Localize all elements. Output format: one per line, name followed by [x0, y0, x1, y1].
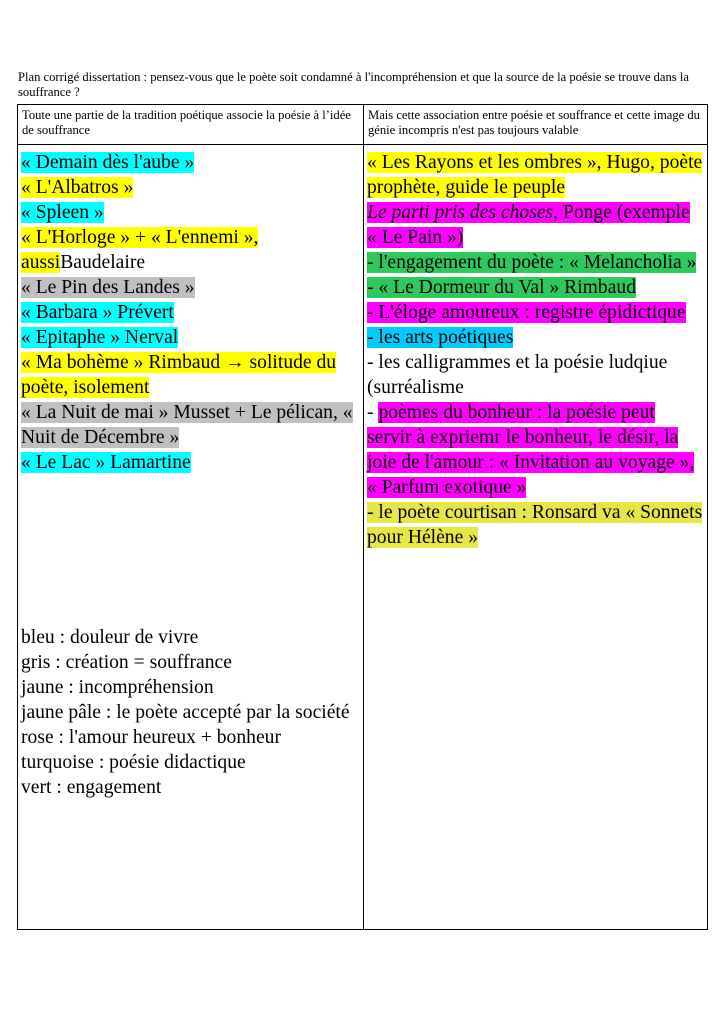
- list-item: - les calligrammes et la poésie ludqiue (surréalisme: [367, 352, 668, 398]
- table-body-row: [18, 145, 708, 930]
- dissertation-table: [17, 104, 708, 930]
- legend-item: jaune pâle : le poète accepté par la société: [21, 702, 350, 723]
- list-item: « Demain dès l'aube »: [21, 152, 195, 173]
- list-item: - « Le Dormeur du Val » Rimbaud: [367, 277, 637, 298]
- table-header-row: [18, 105, 708, 145]
- list-item: - L'éloge amoureux : registre épidictique: [367, 302, 686, 323]
- list-item: « Barbara » Prévert: [21, 302, 174, 323]
- list-item: « La Nuit de mai » Musset + Le pélican, « Nuit de Décembre »: [21, 402, 353, 448]
- left-column-header: Toute une partie de la tradition poétique associe la poésie à l’idée de souffrance: [22, 108, 351, 137]
- list-item: « Spleen »: [21, 202, 104, 223]
- list-item: Le parti pris des choses, Ponge (exemple « Le Pain »): [367, 202, 690, 248]
- list-item: - l'engagement du poète : « Melancholia »: [367, 252, 697, 273]
- list-item: « Epitaphe » Nerval: [21, 327, 179, 348]
- list-item: - le poète courtisan : Ronsard va « Sonnets pour Hélène »: [367, 502, 703, 548]
- right-header-cell: [364, 105, 708, 145]
- legend-item: gris : création = souffrance: [21, 652, 232, 673]
- legend-item: rose : l'amour heureux + bonheur: [21, 727, 281, 748]
- right-column-header: Mais cette association entre poésie et souffrance et cette image du génie incompris n'est pas toujours valable: [368, 108, 700, 137]
- left-header-cell: [18, 105, 364, 145]
- list-item: « Le Pin des Landes »: [21, 277, 195, 298]
- list-item: « Ma bohème » Rimbaud → solitude du poète, isolement: [21, 352, 337, 398]
- legend-item: vert : engagement: [21, 777, 162, 798]
- document-title: Plan corrigé dissertation : pensez-vous que le poète soit condamné à l'incompréhension et que la source de la poésie se trouve dans la souffrance ?: [18, 70, 689, 99]
- legend-item: jaune : incompréhension: [21, 677, 214, 698]
- left-items: [18, 145, 363, 800]
- list-item: « L'Horloge » + « L'ennemi », aussiBaudelaire: [21, 227, 259, 273]
- color-legend: [21, 625, 359, 800]
- legend-item: turquoise : poésie didactique: [21, 752, 246, 773]
- list-item: « Les Rayons et les ombres », Hugo, poète prophète, guide le peuple: [367, 152, 703, 198]
- right-column: [364, 145, 708, 930]
- list-item: - poèmes du bonheur : la poésie peut servir à expriemr le bonheur, le désir, la joie de l'amour : « Invitation au voyage », « Parfum exotique »: [367, 402, 695, 498]
- list-item: - les arts poétiques: [367, 327, 514, 348]
- list-item: « Le Lac » Lamartine: [21, 452, 191, 473]
- legend-item: bleu : douleur de vivre: [21, 627, 199, 648]
- right-items: [364, 145, 707, 550]
- list-item: « L'Albatros »: [21, 177, 134, 198]
- left-column: [18, 145, 364, 930]
